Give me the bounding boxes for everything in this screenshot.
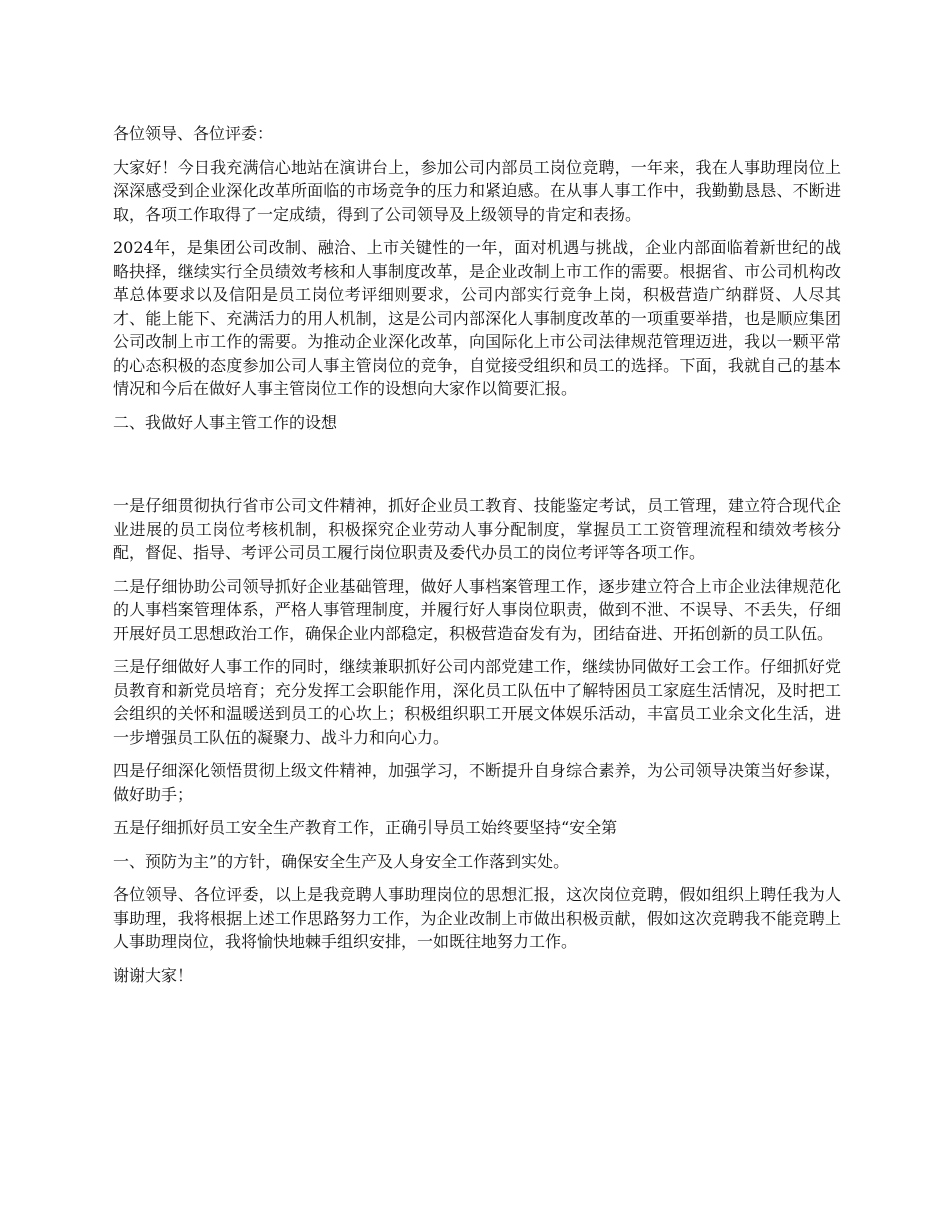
- point-5-paragraph: 五是仔细抓好员工安全生产教育工作，正确引导员工始终要坚持“安全第: [113, 818, 618, 837]
- point-5-continuation: 一、预防为主”的方针，确保安全生产及人身安全工作落到实处。: [113, 851, 570, 871]
- point-2-paragraph: 二是仔细协助公司领导抓好企业基础管理，做好人事档案管理工作，逐步建立符合上市企业法律规范化的人事档案管理体系，严格人事管理制度，并履行好人事岗位职责，做到不泄、不误导、不丢失，仔细开展好员工思想政治工作，确保企业内部稳定，积极营造奋发有为，团结奋进、开拓创新的员工队伍。: [113, 576, 841, 643]
- section-heading: 二、我做好人事主管工作的设想: [113, 412, 338, 432]
- closing-line: 谢谢大家！: [113, 965, 194, 985]
- point-3-paragraph: 三是仔细做好人事工作的同时，继续兼职抓好公司内部党建工作，继续协同做好工会工作。仔细抓好党员教育和新党员培育；充分发挥工会职能作用，深化员工队伍中了解特困员工家庭生活情况，及时把工会组织的关怀和温暖送到员工的心坎上；积极组织职工开展文体娱乐活动，丰富员工业余文化生活，进一步增强员工队伍的凝聚力、战斗力和向心力。: [113, 657, 841, 747]
- point-1-paragraph: 一是仔细贯彻执行省市公司文件精神，抓好企业员工教育、技能鉴定考试，员工管理，建立符合现代企业进展的员工岗位考核机制，积极探究企业劳动人事分配制度，掌握员工工资管理流程和绩效考核分配，督促、指导、考评公司员工履行岗位职责及委代办员工的岗位考评等各项工作。: [113, 496, 841, 562]
- document-body: [113, 122, 841, 997]
- background-paragraph: 2024年，是集团公司改制、融洽、上市关键性的一年，面对机遇与挑战，企业内部面临着新世纪的战略抉择，继续实行全员绩效考核和人事制度改革，是企业改制上市工作的需要。根据省、市公司机构改革总体要求以及信阳是员工岗位考评细则要求，公司内部实行竞争上岗，积极营造广纳群贤、人尽其才、能上能下、充满活力的用人机制，这是公司内部深化人事制度改革的一项重要举措，也是顺应集团公司改制上市工作的需要。为推动企业深化改革，向国际化上市公司法律规范管理迈进，我以一颗平常的心态积极的态度参加公司人事主管岗位的竞争，自觉接受组织和员工的选择。下面，我就自己的基本情况和今后在做好人事主管岗位工作的设想向大家作以简要汇报。: [113, 238, 841, 398]
- blank-space: [113, 444, 841, 494]
- conclusion-paragraph: 各位领导、各位评委，以上是我竞聘人事助理岗位的思想汇报，这次岗位竞聘，假如组织上聘任我为人事助理，我将根据上述工作思路努力工作，为企业改制上市做出积极贡献，假如这次竞聘我不能竞聘上人事助理岗位，我将愉快地棘手组织安排，一如既往地努力工作。: [113, 885, 841, 951]
- salutation: 各位领导、各位评委：: [113, 124, 274, 143]
- point-4-paragraph: 四是仔细深化领悟贯彻上级文件精神，加强学习，不断提升自身综合素养，为公司领导决策当好参谋，做好助手；: [113, 761, 841, 804]
- intro-paragraph: 大家好！今日我充满信心地站在演讲台上，参加公司内部员工岗位竞聘，一年来，我在人事助理岗位上深深感受到企业深化改革所面临的市场竞争的压力和紧迫感。在从事人事工作中，我勤勤恳恳、不断进取，各项工作取得了一定成绩，得到了公司领导及上级领导的肯定和表扬。: [113, 157, 841, 224]
